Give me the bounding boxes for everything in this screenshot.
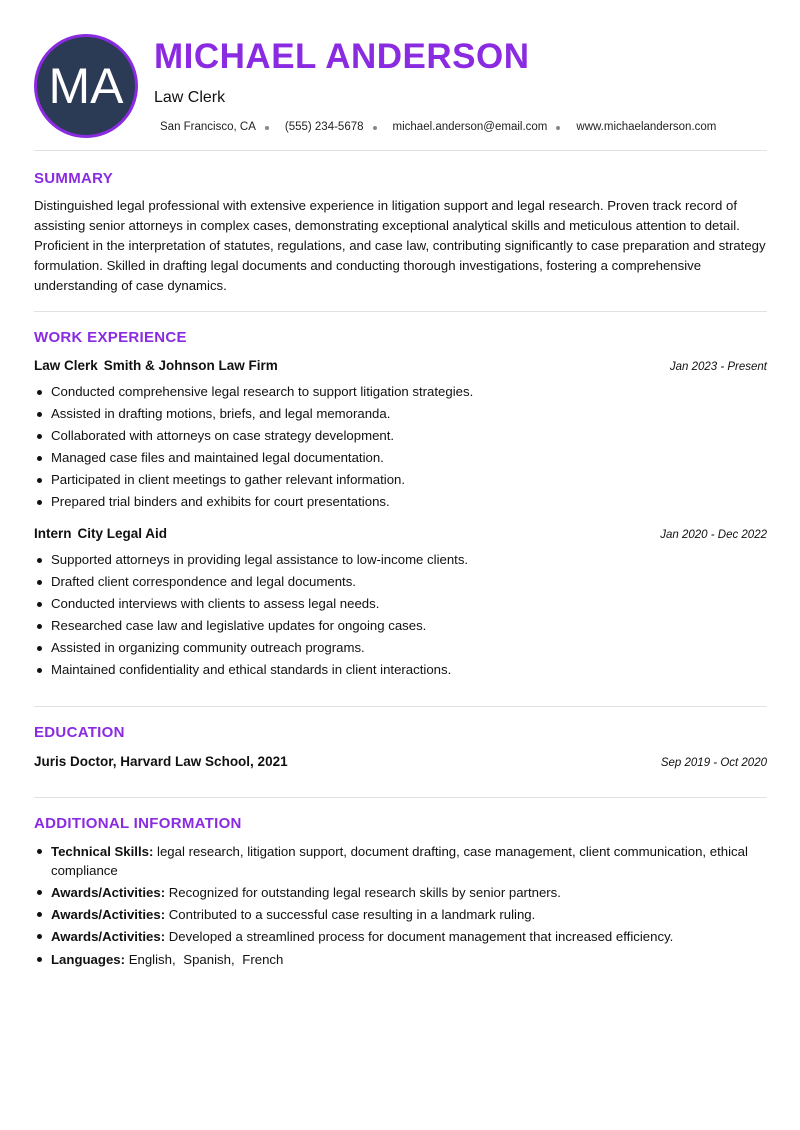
list-item [51, 883, 767, 902]
work-experience-heading: WORK EXPERIENCE [34, 329, 187, 346]
contact-website[interactable]: www.michaelanderson.com [576, 121, 717, 133]
list-item: Assisted in drafting motions, briefs, and legal memoranda. [51, 403, 767, 425]
job-company: Smith & Johnson Law Firm [103, 358, 278, 373]
contact-location: San Francisco, CA [160, 121, 256, 133]
education-heading: EDUCATION [34, 724, 125, 741]
divider [34, 311, 767, 312]
separator-dot [373, 126, 377, 130]
contact-phone: (555) 234-5678 [284, 121, 364, 133]
contact-email[interactable]: michael.anderson@email.com [392, 121, 548, 133]
divider [34, 797, 767, 798]
list-item: Managed case files and maintained legal documentation. [51, 447, 767, 469]
job-bullets [51, 549, 767, 681]
additional-info-list [51, 842, 767, 972]
languages-label: Languages: [51, 952, 126, 967]
list-item: Conducted interviews with clients to assess legal needs. [51, 593, 767, 615]
separator-dot [556, 126, 560, 130]
additional-info-heading: ADDITIONAL INFORMATION [34, 815, 242, 832]
item-text: Developed a streamlined process for document management that increased efficiency. [168, 929, 674, 944]
candidate-name: MICHAEL ANDERSON [154, 37, 530, 76]
summary-heading: SUMMARY [34, 170, 114, 187]
avatar-initials: MA [48, 58, 124, 114]
item-label: Awards/Activities: [51, 885, 166, 900]
list-item: Researched case law and legislative updates for ongoing cases. [51, 615, 767, 637]
list-item: Supported attorneys in providing legal assistance to low-income clients. [51, 549, 767, 571]
item-label: Technical Skills: [51, 844, 154, 859]
list-item: Conducted comprehensive legal research to support litigation strategies. [51, 381, 767, 403]
item-text: legal research, litigation support, document drafting, case management, client communication, ethical compliance [51, 844, 748, 878]
list-item: Participated in client meetings to gather relevant information. [51, 469, 767, 491]
list-item: Maintained confidentiality and ethical standards in client interactions. [51, 659, 767, 681]
job-company: City Legal Aid [77, 526, 168, 541]
job-bullets [51, 381, 767, 513]
contact-line [160, 121, 716, 133]
job-header [34, 358, 767, 373]
avatar [34, 34, 138, 138]
item-text: Contributed to a successful case resulting in a landmark ruling. [168, 907, 536, 922]
education-degree: Juris Doctor, Harvard Law School, 2021 [34, 754, 288, 769]
list-item [51, 927, 767, 946]
item-label: Awards/Activities: [51, 907, 166, 922]
job-title-line [34, 526, 167, 541]
job-role: Law Clerk [34, 358, 98, 373]
job-dates: Jan 2020 - Dec 2022 [660, 529, 767, 541]
divider [34, 150, 767, 151]
job-title-line [34, 358, 278, 373]
languages-item [51, 950, 767, 969]
summary-text: Distinguished legal professional with extensive experience in litigation support and legal research. Proven track record of assisting senior attorneys in complex cases, demonstrating exceptional analytical skills and meticulous attention to detail. Proficient in the interpretation of statutes, regulations, and case law, contributing significantly to case preparation and strategy formulation. Skilled in drafting legal documents and conducting thorough investigations, fostering a comprehensive understanding of case dynamics. [34, 198, 766, 293]
divider [34, 706, 767, 707]
job-role: Intern [34, 526, 72, 541]
list-item: Prepared trial binders and exhibits for court presentations. [51, 491, 767, 513]
item-text: Recognized for outstanding legal research skills by senior partners. [168, 885, 561, 900]
list-item [51, 842, 767, 880]
language: French [242, 952, 284, 967]
education-dates: Sep 2019 - Oct 2020 [660, 757, 767, 769]
language: Spanish, [183, 952, 235, 967]
list-item [51, 905, 767, 924]
separator-dot [265, 126, 269, 130]
education-entry [34, 754, 767, 769]
language: English, [128, 952, 176, 967]
list-item: Assisted in organizing community outreach programs. [51, 637, 767, 659]
list-item: Collaborated with attorneys on case strategy development. [51, 425, 767, 447]
job-header [34, 526, 767, 541]
list-item: Drafted client correspondence and legal documents. [51, 571, 767, 593]
job-dates: Jan 2023 - Present [669, 361, 767, 373]
candidate-title: Law Clerk [154, 89, 226, 106]
item-label: Awards/Activities: [51, 929, 166, 944]
